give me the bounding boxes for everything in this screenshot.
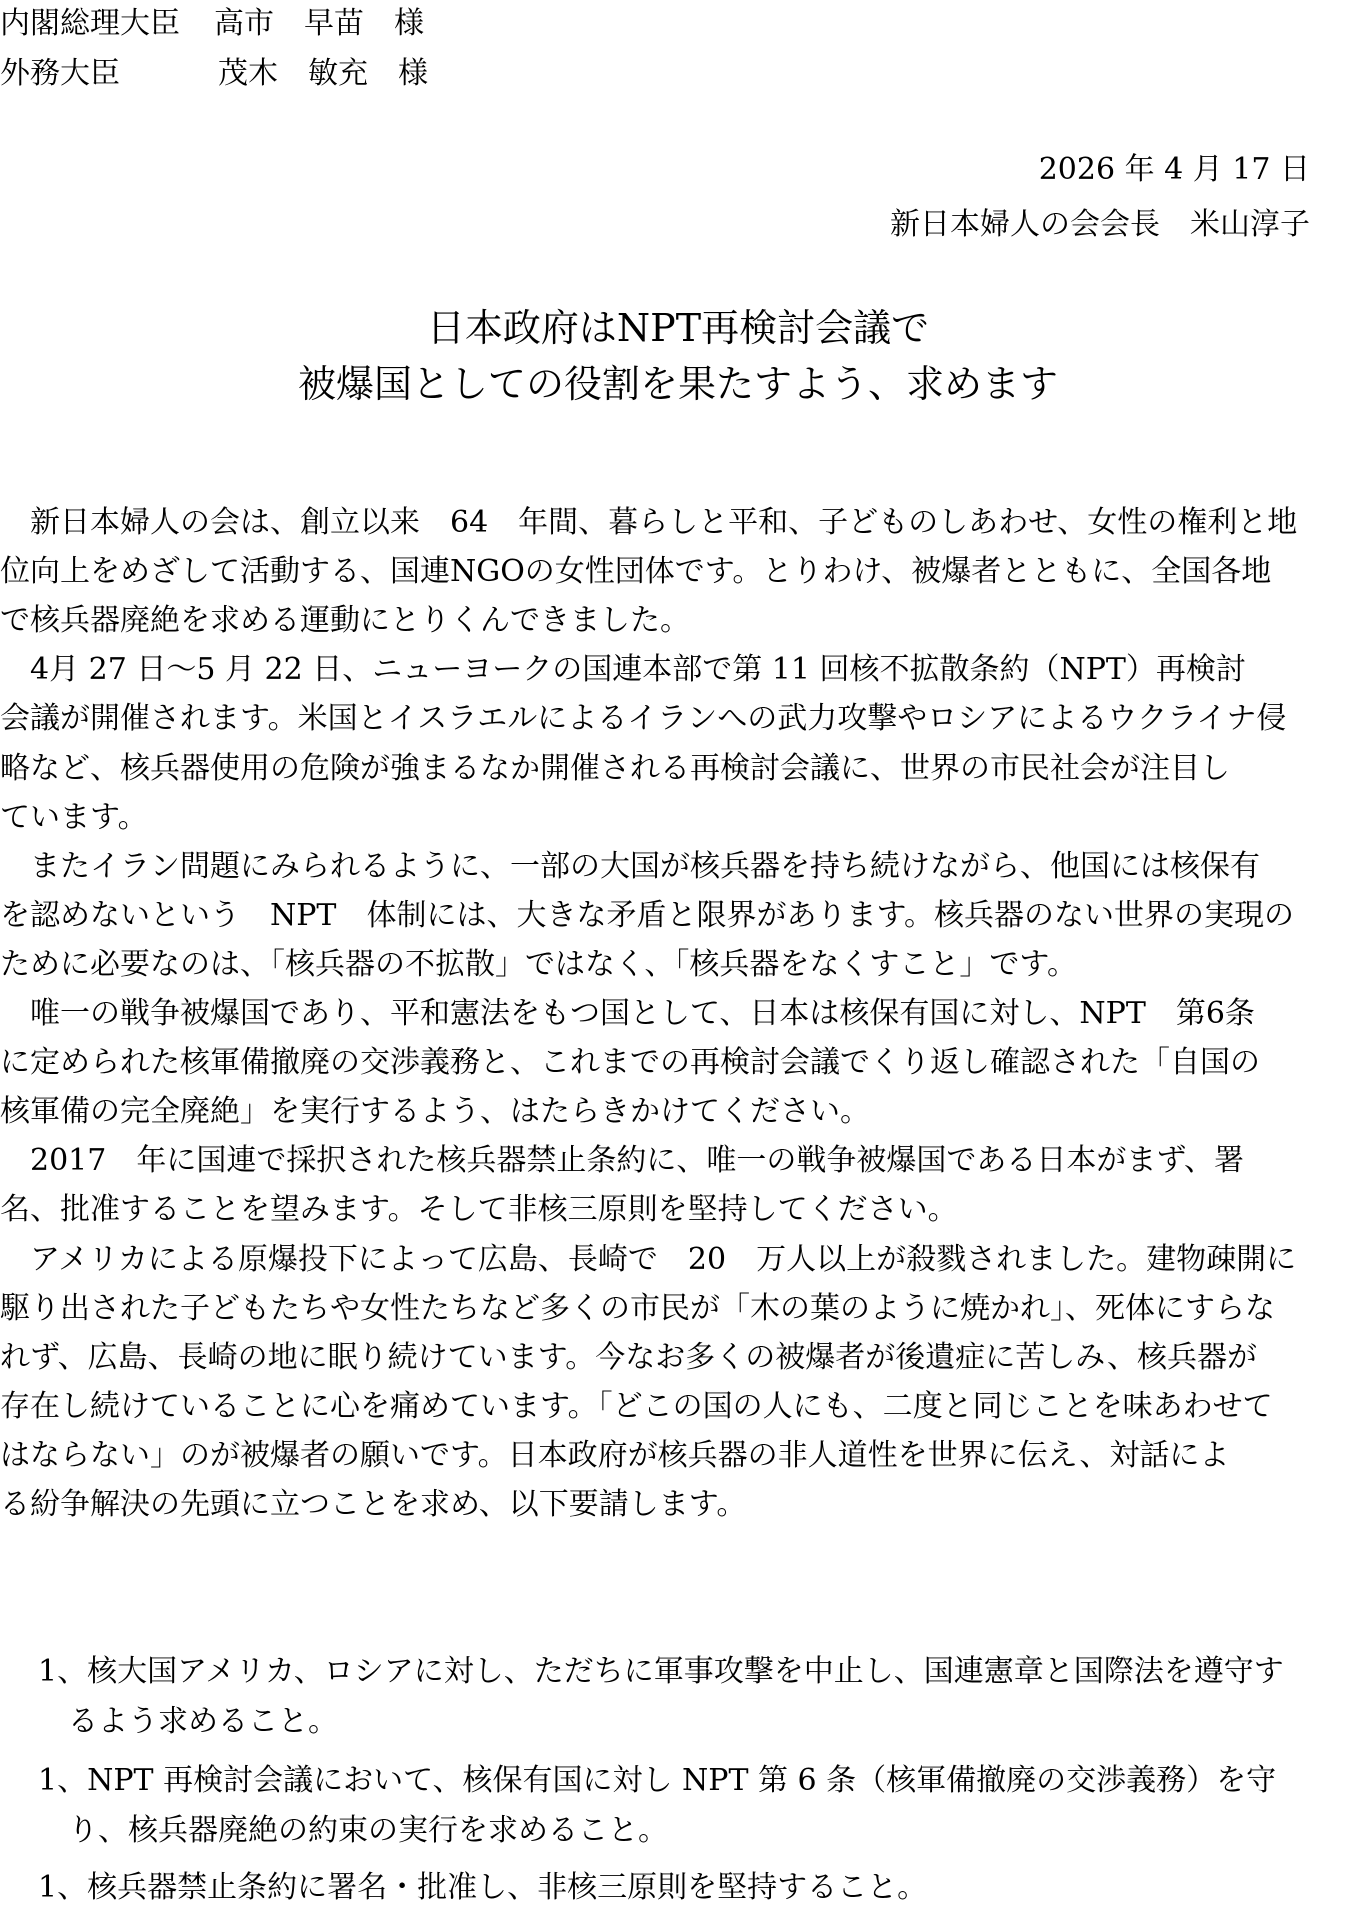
addressee-line-2 <box>0 54 428 94</box>
letter-date: 2026 年 4 月 17 日 <box>1038 152 1310 187</box>
body-text-line: 存在し続けていることに心を痛めています。「どこの国の人にも、二度と同じことを味あわせて <box>0 1389 1273 1424</box>
body-text-line: 駆り出された子どもたちや女性たちなど多くの市民が「木の葉のように焼かれ」、死体にすらな <box>0 1291 1275 1326</box>
body-text-line: 唯一の戦争被爆国であり、平和憲法をもつ国として、日本は核保有国に対し、NPT 第6条 <box>0 996 1255 1031</box>
sender-signature: 新日本婦人の会会長 米山淳子 <box>890 207 1310 242</box>
body-text-line: はならない」のが被爆者の願いです。日本政府が核兵器の非人道性を世界に伝え、対話によ <box>0 1438 1230 1473</box>
request-text-line: 1、NPT 再検討会議において、核保有国に対し NPT 第 6 条（核軍備撤廃の交渉義務）を守 <box>38 1763 1277 1798</box>
body-text-line: アメリカによる原爆投下によって広島、長崎で 20 万人以上が殺戮されました。建物疎開に <box>0 1242 1297 1277</box>
body-text-line: に定められた核軍備撤廃の交渉義務と、これまでの再検討会議でくり返し確認された「自国の <box>0 1045 1260 1080</box>
request-text-line: るよう求めること。 <box>38 1704 338 1739</box>
body-text-line: で核兵器廃絶を求める運動にとりくんできました。 <box>0 603 690 638</box>
body-text-line: 略など、核兵器使用の危険が強まるなか開催される再検討会議に、世界の市民社会が注目し <box>0 751 1230 786</box>
body-text-line: 新日本婦人の会は、創立以来 64 年間、暮らしと平和、子どものしあわせ、女性の権利と地 <box>0 505 1298 540</box>
body-text-line: れず、広島、長崎の地に眠り続けています。今なお多くの被爆者が後遺症に苦しみ、核兵器が <box>0 1340 1257 1375</box>
addressee-title-2: 外務大臣 <box>0 56 120 91</box>
body-text-line: ために必要なのは、「核兵器の不拡散」ではなく、「核兵器をなくすこと」です。 <box>0 947 1077 982</box>
addressee-name-2: 茂木 敏充 様 <box>218 56 428 91</box>
addressee-line-1 <box>0 4 424 44</box>
body-text-line: またイラン問題にみられるように、一部の大国が核兵器を持ち続けながら、他国には核保有 <box>0 849 1260 884</box>
body-text-line: る紛争解決の先頭に立つことを求め、以下要請します。 <box>0 1487 747 1522</box>
request-text-line: 1、核兵器禁止条約に署名・批准し、非核三原則を堅持すること。 <box>38 1870 928 1905</box>
body-text-line: 核軍備の完全廃絶」を実行するよう、はたらきかけてください。 <box>0 1094 870 1129</box>
addressee-title-1: 内閣総理大臣 <box>0 6 180 41</box>
body-text-line: 位向上をめざして活動する、国連NGOの女性団体です。とりわけ、被爆者とともに、全国各地 <box>0 554 1272 589</box>
body-text-line: 2017 年に国連で採択された核兵器禁止条約に、唯一の戦争被爆国である日本がまず、署 <box>0 1143 1244 1178</box>
body-text-line: 会議が開催されます。米国とイスラエルによるイランへの武力攻撃やロシアによるウクライナ侵 <box>0 701 1287 736</box>
body-text-line: 名、批准することを望みます。そして非核三原則を堅持してください。 <box>0 1192 958 1227</box>
request-text-line: り、核兵器廃絶の約束の実行を求めること。 <box>38 1813 668 1848</box>
body-text-line: ています。 <box>0 800 148 835</box>
letter-title-line-2: 被爆国としての役割を果たすよう、求めます <box>297 362 1058 406</box>
body-text-line: 4月 27 日～5 月 22 日、ニューヨークの国連本部で第 11 回核不拡散条約（NPT）再検討 <box>0 652 1246 687</box>
letter-title-line-1: 日本政府はNPT再検討会議で <box>426 306 930 350</box>
addressee-name-1: 高市 早苗 様 <box>214 6 424 41</box>
body-text-line: を認めないという NPT 体制には、大きな矛盾と限界があります。核兵器のない世界の実現の <box>0 898 1295 933</box>
request-text-line: 1、核大国アメリカ、ロシアに対し、ただちに軍事攻撃を中止し、国連憲章と国際法を遵守す <box>38 1654 1284 1689</box>
